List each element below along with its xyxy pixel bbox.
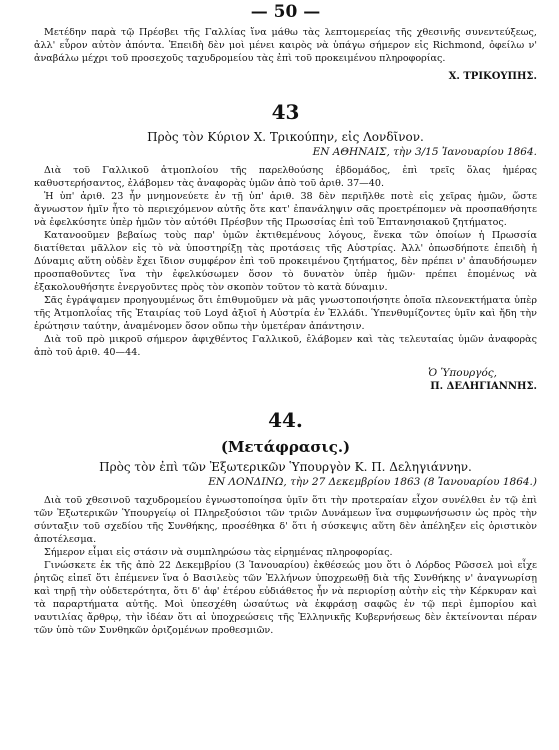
document-44-number: 44. — [268, 408, 303, 432]
document-43-paragraph: Διὰ τοῦ πρὸ μικροῦ σήμερον ἀφιχθέντος Γαλλικοῦ, ἐλάβομεν καὶ τὰς τελευταίας ὑμῶν ἀναφορὰς ἀπὸ τοῦ ἀριθ. 40—44. — [34, 334, 537, 358]
document-44-paragraph: Σήμερον εἶμαι εἰς στάσιν νὰ συμπληρώσω τὰς εἰρημένας πληροφορίας. — [44, 547, 393, 558]
document-44-paragraph: Γινώσκετε ἐκ τῆς ἀπὸ 22 Δεκεμβρίου (3 Ἰανουαρίου) ἐκθέσεώς μου ὅτι ὁ Λόρδος Ρῶσσελ μοὶ εἶχε ῥητῶς εἰπεῖ ὅτι ἐπέμενεν ἵνα ὁ Βασιλεὺς τῶν Ἑλλήνων ὑποχρεωθῇ διὰ τῆς Συνθήκης ν' ἀναγνωρίσῃ καὶ τηρῇ τὴν οὐδετερότητα, ὅτι δ' ἀφ' ἑτέρου εὐδιάθετος ἦν νὰ περιορίσῃ αὐτὴν εἰς τὴν Κέρκυραν καὶ τὰ παραρτήματα αὐτῆς. Μοὶ ὑπεσχέθη ὡσαύτως νὰ ἐκφράσῃ σαφῶς ἐν τῷ περὶ ἐμπορίου καὶ ναυτιλίας ἄρθρῳ, τὴν ἰδέαν ὅτι αἱ ὑποχρεώσεις τῆς Ἑλληνικῆς Κυβερνήσεως δὲν ἐκτείνονται πέραν τῶν ὑπὸ τῶν Συνθηκῶν ὁριζομένων προθεσμιῶν. — [34, 560, 537, 636]
document-43-paragraph: Διὰ τοῦ Γαλλικοῦ ἀτμοπλοίου τῆς παρελθούσης ἑβδομάδος, ἐπὶ τρεῖς ὅλας ἡμέρας καθυστερήσαντος, ἐλάβομεν τὰς ἀναφορὰς ὑμῶν ἀπὸ τοῦ ἀριθ. 37—40. — [34, 165, 537, 189]
document-43-paragraph: Ἡ ὑπ' ἀριθ. 23 ἦν μνημονεύετε ἐν τῇ ὑπ' ἀριθ. 38 δὲν περιῆλθε ποτὲ εἰς χεῖρας ἡμῶν, ὥστε ἄγνωστον ἡμῖν ἦτο τὸ περιεχόμενον αὐτῆς ὅτε κατ' ἐπανάληψιν σᾶς προετρέπομεν νὰ προσπαθήσητε νὰ ἐφελκύσητε ὑπὲρ ἡμῶν τὸν αὐτόθι Πρέσβυν τῆς Πρωσσίας ἐπὶ τοῦ Ἑπτανησιακοῦ ζητήματος. — [34, 191, 537, 228]
top-signature: Χ. ΤΡΙΚΟΥΠΗΣ. — [448, 71, 537, 82]
document-43-number: 43 — [271, 100, 300, 124]
document-43-paragraph: Κατανοοῦμεν βεβαίως τοὺς παρ' ὑμῶν ἐκτιθεμένους λόγους, ἕνεκα τῶν ὁποίων ἡ Πρωσσία διατίθεται μᾶλλον εἰς τὸ νὰ ὑποστηρίξῃ τὰς προτάσεις τῆς Αὐστρίας. Ἀλλ' ὁπωσδήποτε ἐπειδὴ ἡ Δύναμις αὕτη οὐδὲν ἔχει ἴδιον συμφέρον ἐπὶ τοῦ προκειμένου ζητήματος, δὲν πρέπει ν' ἀπαυδήσωμεν προσπαθοῦντες ἵνα τὴν ἐφελκύσωμεν ὅσον τὸ δυνατὸν ὑπὲρ ἡμῶν· πρέπει ἑπομένως νὰ ἐξακολουθήσητε ἐνεργοῦντες πρὸς τὸν σκοπὸν τοῦτον τὸ κατὰ δύναμιν. — [34, 230, 537, 293]
document-44-paragraph: Διὰ τοῦ χθεσινοῦ ταχυδρομείου ἐγνωστοποίησα ὑμῖν ὅτι τὴν προτεραίαν εἶχον συνέλθει ἐν τῷ ἐπὶ τῶν Ἐξωτερικῶν Ὑπουργείῳ οἱ Πληρεξούσιοι τῶν τριῶν Δυνάμεων ἵνα συμφωνήσωσιν ὡς πρὸς τὴν σύνταξιν τοῦ σχεδίου τῆς Συνθήκης, προσέθηκα δ' ὅτι ἡ σύσκεψις αὕτη δὲν ἀπέληξεν εἰς ὁριστικὸν ἀποτέλεσμα. — [34, 495, 537, 545]
document-43-closing: Ὁ Ὑπουργός, — [428, 367, 497, 379]
document-44-date: ΕΝ ΛΟΝΔΙΝΩ, τὴν 27 Δεκεμβρίου 1863 (8 Ἰανουαρίου 1864.) — [208, 476, 537, 488]
page-number: — 50 — — [250, 2, 321, 22]
document-44-subtitle: (Μετάφρασις.) — [220, 438, 351, 456]
top-paragraph: Μετέδην παρὰ τῷ Πρέσβει τῆς Γαλλίας ἵνα μάθω τὰς λεπτομερείας τῆς χθεσινῆς συνεντεύξεως, ἀλλ' εὗρον αὐτὸν ἀπόντα. Ἐπειδὴ δὲν μοὶ μένει καιρὸς νὰ ὑπάγω σήμερον εἰς Richmond, ὀφείλω ν' ἀναβάλω μέχρι τοῦ προσεχοῦς ταχυδρομείου τὰς ἐπὶ τοῦ προκειμένου πληροφορίας. — [34, 27, 537, 64]
document-44-heading: Πρὸς τὸν ἐπὶ τῶν Ἐξωτερικῶν Ὑπουργὸν Κ. Π. Δεληγιάννην. — [99, 460, 472, 474]
document-43-signature: Π. ΔΕΛΗΓΙΑΝΝΗΣ. — [430, 381, 537, 392]
document-43-date: ΕΝ ΑΘΗΝΑΙΣ, τὴν 3/15 Ἰανουαρίου 1864. — [312, 146, 537, 158]
document-43-heading: Πρὸς τὸν Κύριον Χ. Τρικούπην, εἰς Λονδῖνον. — [147, 130, 424, 144]
document-43-paragraph: Σᾶς ἐγράψαμεν προηγουμένως ὅτι ἐπιθυμοῦμεν νὰ μᾶς γνωστοποιήσητε ὁποῖα πλεονεκτήματα ὑπὲρ τῆς Ἀτμοπλοΐας τῆς Ἑταιρίας τοῦ Loyd ἀξιοῖ ἡ Αὐστρία ἐν Ἑλλάδι. Ὑπενθυμίζοντες ὑμῖν καὶ ἤδη τὴν ἐρώτησιν ταύτην, ἀναμένομεν ὅσον οὔπω τὴν ὑμετέραν ἀπάντησιν. — [34, 295, 537, 332]
